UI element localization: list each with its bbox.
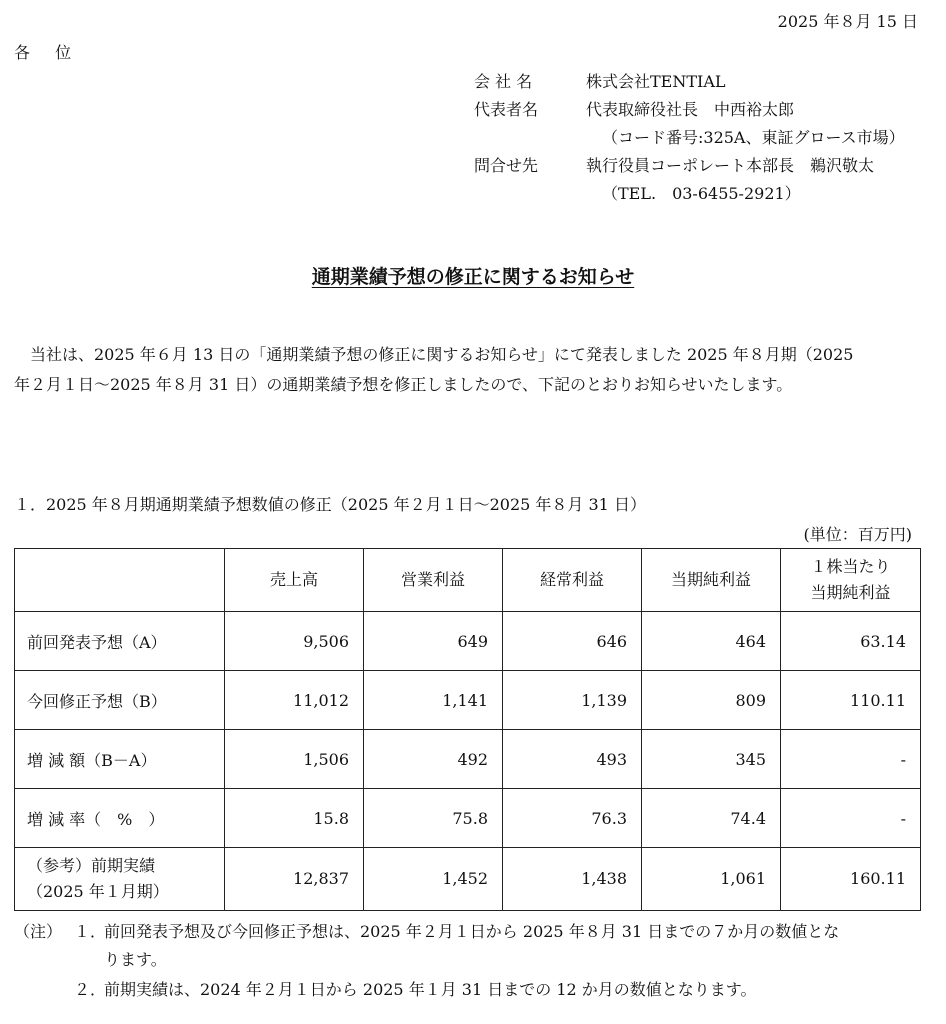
note-1-line-1: 前回発表予想及び今回修正予想は、2025 年２月１日から 2025 年８月 31 日までの７か月の数値とな xyxy=(104,922,840,941)
table-cell: 9,506 xyxy=(225,612,364,671)
table-cell: 1,506 xyxy=(225,730,364,789)
representative-row xyxy=(474,96,905,124)
table-cell: 160.11 xyxy=(781,848,921,911)
document-date: 2025 年８月 15 日 xyxy=(777,12,918,31)
table-header-cell: 営業利益 xyxy=(364,549,503,612)
intro-line-2: 年２月１日～2025 年８月 31 日）の通期業績予想を修正しましたので、下記のとおりお知らせいたします。 xyxy=(14,375,793,394)
page-title: 通期業績予想の修正に関するお知らせ xyxy=(311,266,635,288)
table-header-cell: 売上高 xyxy=(225,549,364,612)
table-header-cell: 経常利益 xyxy=(503,549,642,612)
table-cell: 63.14 xyxy=(781,612,921,671)
table-cell: 15.8 xyxy=(225,789,364,848)
table-header-eps xyxy=(781,549,921,612)
table-cell: 11,012 xyxy=(225,671,364,730)
table-header-corner xyxy=(15,549,225,612)
contact-tel: （TEL. 03-6455-2921） xyxy=(602,184,801,203)
note-1-number: １． xyxy=(74,922,107,941)
representative-label: 代表者名 xyxy=(474,100,539,119)
table-row xyxy=(15,789,921,848)
table-row xyxy=(15,671,921,730)
company-name-row xyxy=(474,68,905,96)
table-cell: 110.11 xyxy=(781,671,921,730)
row-label: 今回修正予想（B） xyxy=(15,671,225,730)
table-cell: 345 xyxy=(642,730,781,789)
addressee: 各 位 xyxy=(14,43,82,62)
notes-head: （注） xyxy=(14,922,63,941)
table-cell: - xyxy=(781,789,921,848)
table-cell: 76.3 xyxy=(503,789,642,848)
table-cell: 12,837 xyxy=(225,848,364,911)
table-cell: 74.4 xyxy=(642,789,781,848)
note-2-text: 前期実績は、2024 年２月１日から 2025 年１月 31 日までの 12 か月の数値となります。 xyxy=(104,980,757,999)
table-cell: 1,141 xyxy=(364,671,503,730)
table-row-reference xyxy=(15,848,921,911)
table-cell: - xyxy=(781,730,921,789)
row-label: 増 減 額（B－A） xyxy=(15,730,225,789)
row-label: 増 減 率（ % ） xyxy=(15,789,225,848)
table-row xyxy=(15,612,921,671)
contact-label: 問合せ先 xyxy=(474,156,539,175)
row-label: 前回発表予想（A） xyxy=(15,612,225,671)
table-row xyxy=(15,730,921,789)
table-header-row xyxy=(15,549,921,612)
table-cell: 464 xyxy=(642,612,781,671)
note-1 xyxy=(14,918,932,974)
company-name-label: 会 社 名 xyxy=(474,72,533,91)
intro-paragraph xyxy=(14,340,932,400)
table-cell: 1,139 xyxy=(503,671,642,730)
row-label xyxy=(15,848,225,911)
section-heading: １．2025 年８月期通期業績予想数値の修正（2025 年２月１日～2025 年８月 31 日） xyxy=(14,495,646,514)
table-cell: 75.8 xyxy=(364,789,503,848)
table-cell: 646 xyxy=(503,612,642,671)
eps-header-line-2: 当期純利益 xyxy=(810,583,891,602)
contact-person: 執行役員コーポレート本部長 鵜沢敬太 xyxy=(586,156,875,175)
notes xyxy=(14,918,932,1004)
table-cell: 809 xyxy=(642,671,781,730)
company-name: 株式会社TENTIAL xyxy=(586,72,726,91)
note-1-text xyxy=(104,918,932,974)
unit-label: (単位：百万円) xyxy=(803,525,912,544)
table-cell: 649 xyxy=(364,612,503,671)
note-2-number: ２． xyxy=(74,980,107,999)
table-cell: 492 xyxy=(364,730,503,789)
reference-label-line-2: （2025 年１月期） xyxy=(27,882,169,901)
representative: 代表取締役社長 中西裕太郎 xyxy=(586,100,795,119)
table-cell: 1,438 xyxy=(503,848,642,911)
table-header-cell: 当期純利益 xyxy=(642,549,781,612)
reference-label-line-1: （参考）前期実績 xyxy=(27,856,156,875)
stock-code: （コード番号:325A、東証グロース市場） xyxy=(602,128,905,147)
intro-line-1: 当社は、2025 年６月 13 日の「通期業績予想の修正に関するお知らせ」にて発表しました 2025 年８月期（2025 xyxy=(30,345,854,364)
table-cell: 493 xyxy=(503,730,642,789)
note-2 xyxy=(14,976,932,1004)
note-1-line-2: ります。 xyxy=(104,950,167,969)
contact-row xyxy=(474,152,905,180)
table-cell: 1,452 xyxy=(364,848,503,911)
eps-header-line-1: １株当たり xyxy=(810,557,891,576)
company-info xyxy=(474,68,905,208)
forecast-table xyxy=(14,548,921,911)
table-cell: 1,061 xyxy=(642,848,781,911)
